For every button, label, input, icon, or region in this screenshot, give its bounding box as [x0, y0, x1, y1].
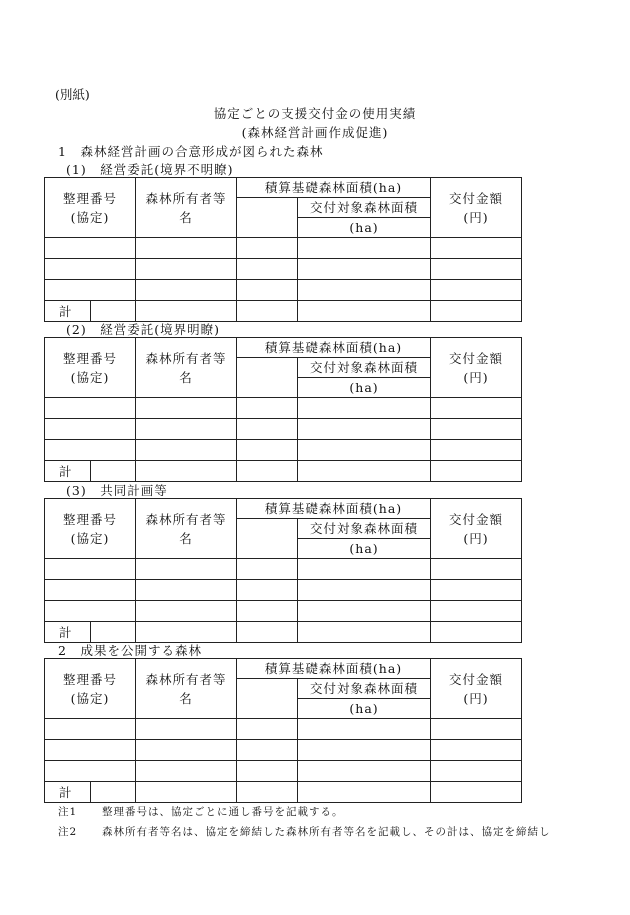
table-row	[45, 419, 522, 440]
header-amount: 交付金額 (円)	[431, 338, 522, 398]
table-row	[45, 719, 522, 740]
table-row	[45, 440, 522, 461]
total-label: 計	[45, 622, 91, 643]
header-target-area: 交付対象森林面積	[298, 198, 431, 218]
table-row	[45, 280, 522, 301]
header-target-area-unit: (ha)	[298, 218, 431, 238]
total-row	[45, 622, 522, 643]
section-2-heading: 2 成果を公開する森林	[58, 643, 202, 658]
note-1: 注1 整理番号は、協定ごとに通し番号を記載する。	[58, 806, 344, 818]
table-row	[45, 580, 522, 601]
document-subtitle: (森林経営計画作成促進)	[241, 125, 389, 140]
header-target-area-unit: (ha)	[298, 539, 431, 559]
header-seiri-bango: 整理番号 (協定)	[45, 178, 136, 238]
total-label: 計	[45, 301, 91, 322]
header-area-gap	[237, 679, 298, 719]
header-area: 積算基礎森林面積(ha)	[237, 499, 431, 519]
header-area-gap	[237, 519, 298, 559]
header-area: 積算基礎森林面積(ha)	[237, 338, 431, 358]
table-row	[45, 559, 522, 580]
total-row	[45, 301, 522, 322]
table-row	[45, 238, 522, 259]
section-1-heading: 1 森林経営計画の合意形成が図られた森林	[58, 144, 324, 159]
table-2	[44, 337, 522, 482]
header-target-area: 交付対象森林面積	[298, 358, 431, 378]
table-row	[45, 740, 522, 761]
table-row	[45, 761, 522, 782]
header-area: 積算基礎森林面積(ha)	[237, 178, 431, 198]
subsection-1-heading: (1) 経営委託(境界不明瞭)	[66, 162, 234, 177]
table-1	[44, 177, 522, 322]
table-row	[45, 601, 522, 622]
header-seiri-bango: 整理番号 (協定)	[45, 338, 136, 398]
header-amount: 交付金額 (円)	[431, 659, 522, 719]
annex-label: (別紙)	[55, 87, 90, 102]
header-owner: 森林所有者等 名	[136, 499, 237, 559]
total-label: 計	[45, 782, 91, 803]
table-4	[44, 658, 522, 803]
total-row	[45, 782, 522, 803]
header-target-area: 交付対象森林面積	[298, 679, 431, 699]
subsection-3-heading: (3) 共同計画等	[66, 483, 168, 498]
header-seiri-bango: 整理番号 (協定)	[45, 659, 136, 719]
header-amount: 交付金額 (円)	[431, 178, 522, 238]
total-row	[45, 461, 522, 482]
header-target-area-unit: (ha)	[298, 699, 431, 719]
header-owner: 森林所有者等 名	[136, 659, 237, 719]
document-title: 協定ごとの支援交付金の使用実績	[213, 106, 417, 121]
header-owner: 森林所有者等 名	[136, 338, 237, 398]
header-area: 積算基礎森林面積(ha)	[237, 659, 431, 679]
table-row	[45, 259, 522, 280]
header-target-area: 交付対象森林面積	[298, 519, 431, 539]
header-target-area-unit: (ha)	[298, 378, 431, 398]
header-amount: 交付金額 (円)	[431, 499, 522, 559]
total-label: 計	[45, 461, 91, 482]
header-area-gap	[237, 358, 298, 398]
header-owner: 森林所有者等 名	[136, 178, 237, 238]
table-row	[45, 398, 522, 419]
header-seiri-bango: 整理番号 (協定)	[45, 499, 136, 559]
table-3	[44, 498, 522, 643]
subsection-2-heading: (2) 経営委託(境界明瞭)	[66, 322, 220, 337]
note-2: 注2 森林所有者等名は、協定を締結した森林所有者等名を記載し、その計は、協定を締結し	[58, 826, 551, 838]
header-area-gap	[237, 198, 298, 238]
